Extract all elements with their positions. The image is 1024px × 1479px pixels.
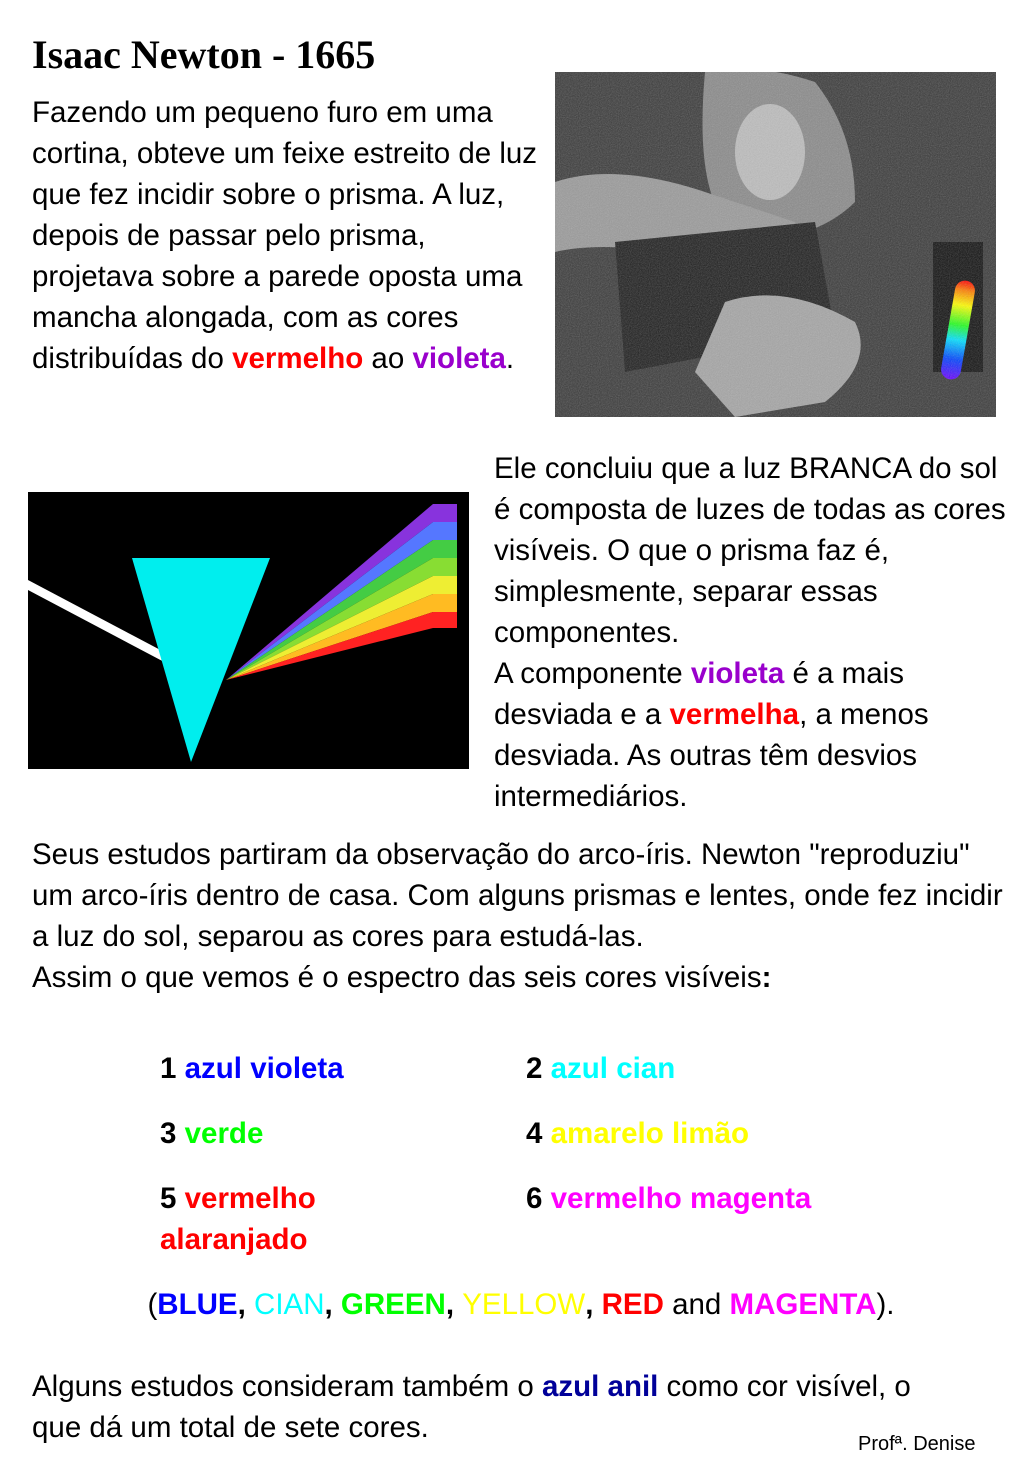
color-item-1: 1 azul violeta xyxy=(160,1052,344,1085)
newton-portrait-image xyxy=(555,72,996,417)
violet-word: violeta xyxy=(412,342,506,375)
color-item-3: 3 verde xyxy=(160,1117,264,1150)
author-signature: Profª. Denise xyxy=(858,1433,976,1455)
studies-paragraph: Seus estudos partiram da observação do arco-íris. Newton "reproduziu" um arco-íris dentro de casa. Com alguns prismas e lentes, onde fez incidir a luz do sol, separou as cores para estudá-las. Assim o que vemos é o espectro das seis cores visíveis: xyxy=(32,838,1003,994)
intro-paragraph: Fazendo um pequeno furo em uma cortina, obteve um feixe estreito de luz que fez incidir sobre o prisma. A luz, depois de passar pelo prisma, projetava sobre a parede oposta uma mancha alongada, com as cores distribuídas do vermelho ao violeta. xyxy=(32,96,538,375)
color-item-4: 4 amarelo limão xyxy=(526,1117,750,1150)
prism-diagram-image xyxy=(28,492,469,769)
color-item-6: 6 vermelho magenta xyxy=(526,1182,812,1215)
violet-word: violeta xyxy=(690,657,785,690)
anil-paragraph: Alguns estudos consideram também o azul anil como cor visível, o que dá um total de sete cores. xyxy=(32,1370,911,1444)
red-word: vermelho xyxy=(232,342,364,375)
color-item-2: 2 azul cian xyxy=(526,1052,676,1085)
page-title: Isaac Newton - 1665 xyxy=(32,32,376,77)
red-word: vermelha xyxy=(669,698,800,731)
color-item-5: 5 vermelho alaranjado xyxy=(160,1182,316,1256)
english-color-names: (BLUE, CIAN, GREEN, YELLOW, RED and MAGENTA). xyxy=(147,1288,895,1321)
navy-word: azul anil xyxy=(541,1370,659,1403)
conclusion-paragraph: Ele concluiu que a luz BRANCA do sol é composta de luzes de todas as cores visíveis. O que o prisma faz é, simplesmente, separar essas componentes. A componente violeta é a mais desviada e a vermelha, a menos desviada. As outras têm desvios intermediários. xyxy=(494,452,1006,813)
